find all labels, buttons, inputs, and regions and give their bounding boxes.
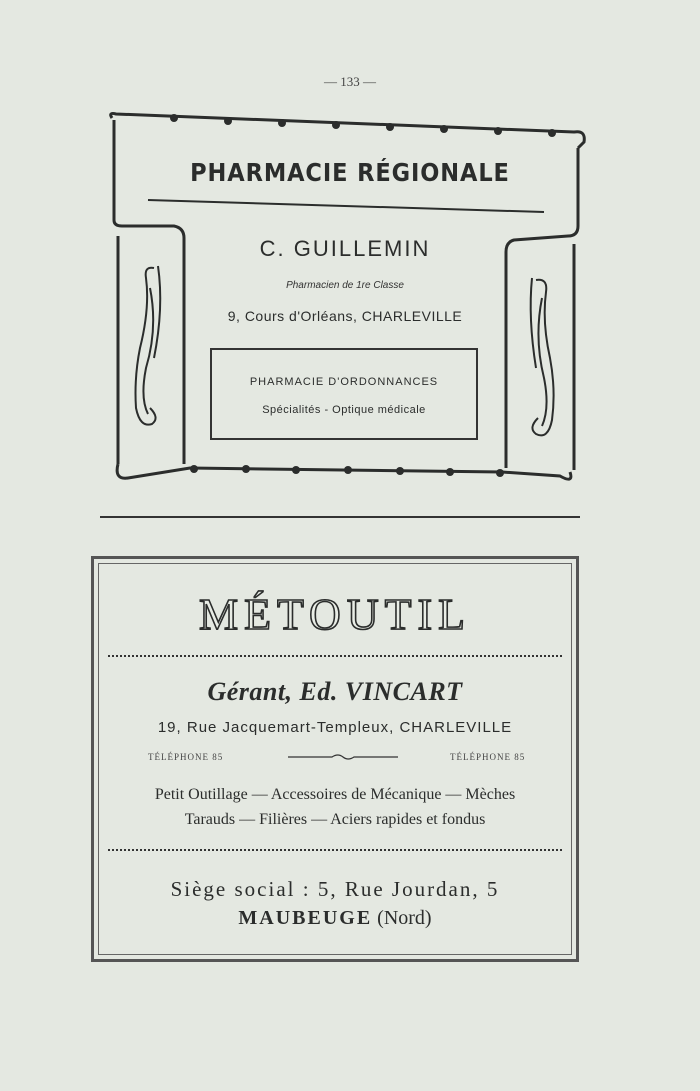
ornament-rule-icon (288, 752, 398, 762)
pharmacist-name: C. GUILLEMIN (259, 236, 431, 261)
pharmacist-diploma: Pharmacien de 1re Classe (286, 280, 404, 291)
services-box (210, 348, 478, 440)
page-number: — 133 — (324, 74, 376, 89)
manager-name: Gérant, Ed. VINCART (207, 677, 463, 706)
metoutil-advertisement (91, 556, 579, 962)
services-line-2: Spécialités - Optique médicale (262, 404, 426, 416)
products-line-2: Tarauds — Filières — Aciers rapides et fondus (184, 811, 486, 828)
right-flourish (531, 278, 554, 435)
head-office-city-line (94, 907, 576, 930)
products-line-1: Petit Outillage — Accessoires de Mécanique — Mèches (154, 786, 516, 803)
phone-left: TÉLÉPHONE 85 (148, 752, 224, 762)
pharmacy-address: 9, Cours d'Orléans, CHARLEVILLE (227, 308, 463, 324)
head-office-city: MAUBEUGE (238, 907, 373, 929)
services-line-1: PHARMACIE D'ORDONNANCES (249, 376, 439, 388)
section-divider (100, 516, 580, 518)
dotted-divider-top (108, 655, 562, 657)
pharmacy-title: PHARMACIE RÉGIONALE (190, 158, 510, 187)
head-office-address: Siège social : 5, Rue Jourdan, 5 (170, 877, 500, 901)
shop-address: 19, Rue Jacquemart-Templeux, CHARLEVILLE (157, 719, 513, 736)
dotted-divider-bottom (108, 849, 562, 851)
brand-name: MÉTOUTIL (198, 590, 472, 639)
left-flourish (136, 266, 161, 425)
phone-right: TÉLÉPHONE 85 (450, 752, 526, 762)
pharmacie-advertisement (104, 108, 594, 493)
head-office-region: (Nord) (377, 907, 432, 929)
